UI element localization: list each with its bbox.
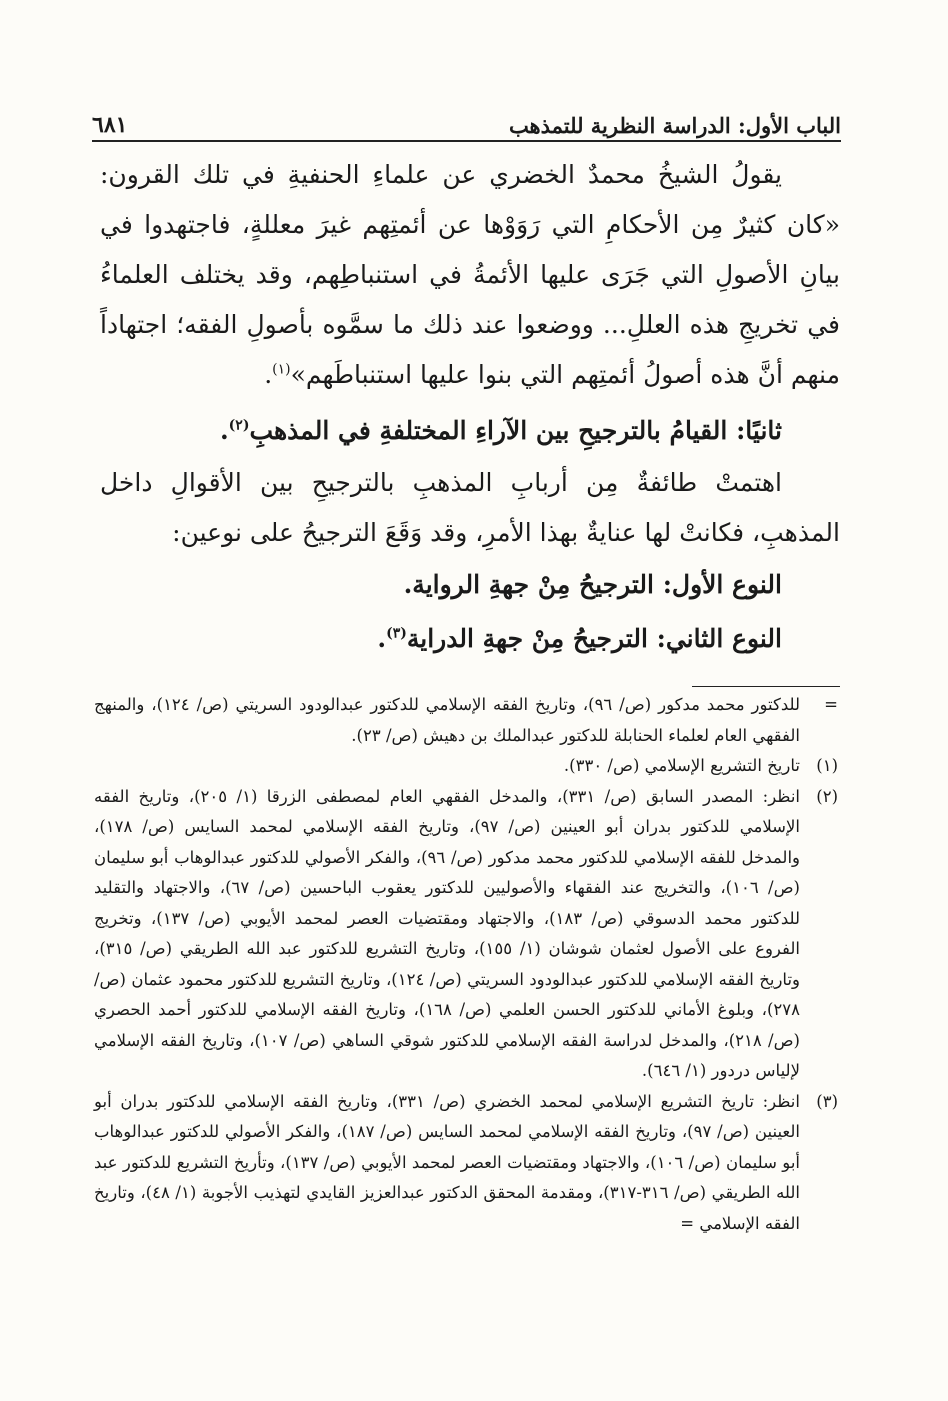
- footnote-text: انظر: تاريخ التشريع الإسلامي لمحمد الخضري (ص/ ٣٣١)، وتاريخ الفقه الإسلامي للدكتور بدران أبو العينين (ص/ ٩٧)، وتاريخ الفقه الإسلامي لمحمد السايس (ص/ ١٨٧)، والفكر الأصولي للدكتور عبدالوهاب أبو سليمان (ص/ ١٠٦)، والاجتهاد ومقتضيات العصر لمحمد الأيوبي (ص/ ١٣٧)، وتأريخ التشريع للدكتور عبد الله الطريقي (ص/ ٣١٦-٣١٧)، ومقدمة المحقق الدكتور عبدالعزيز القايدي لتهذيب الأجوبة (١/ ٤٨)، وتاريخ الفقه الإسلامي =: [94, 1091, 800, 1233]
- paragraph-tarjih: [100, 458, 840, 558]
- subheading-text: النوع الأول: الترجيحُ مِنْ جهةِ الرواية.: [403, 570, 782, 599]
- paragraph-text: يقولُ الشيخُ محمدٌ الخضري عن علماءِ الحنفيةِ في تلك القرون: «كان كثيرٌ مِن الأحكامِ التي رَوَوْها عن أئمتِهم غيرَ معللةٍ، فاجتهدوا في بيانِ الأصولِ التي جَرَى عليها الأئمةُ في استنباطِهم، وقد يختلف العلماءُ في تخريجِ هذه العللِ... ووضعوا عند ذلك ما سمَّوه بأصولِ الفقه؛ اجتهاداً منهم أنَّ هذه أصولُ أئمتِهم التي بنوا عليها استنباطَهم»: [100, 160, 840, 389]
- paragraph-khudari-quote: [100, 150, 840, 400]
- main-text: [100, 150, 840, 666]
- footnote-ref-2[interactable]: (٢): [228, 417, 250, 434]
- paragraph-text: اهتمتْ طائفةٌ مِن أربابِ المذهبِ بالترجيحِ بين الأقوالِ داخل المذهبِ، فكانتْ لها عنايةٌ بهذا الأمرِ، وقد وَقَعَ الترجيحُ على نوعين:: [100, 468, 840, 547]
- footnote-text: تاريخ التشريع الإسلامي (ص/ ٣٣٠).: [563, 756, 800, 775]
- footnote-marker: (٣): [816, 1091, 838, 1111]
- subheading-type-2: [100, 612, 782, 666]
- footnote-1: [94, 751, 838, 782]
- subheading-text: النوع الثاني: الترجيحُ مِنْ جهةِ الدراية: [406, 624, 782, 653]
- footnote-marker: (١): [816, 756, 838, 775]
- section-heading: [100, 406, 782, 456]
- subheading-type-1: [100, 558, 782, 612]
- footnote-text: انظر: المصدر السابق (ص/ ٣٣١)، والمدخل الفقهي العام لمصطفى الزرقا (١/ ٢٠٥)، وتاريخ الفقه الإسلامي للدكتور بدران أبو العينين (ص/ ٩٧)، وتاريخ الفقه الإسلامي لمحمد السايس (ص/ ١٧٨)، والمدخل للفقه الإسلامي للدكتور محمد مدكور (ص/ ٩٦)، والفكر الأصولي للدكتور عبدالوهاب أبو سليمان (ص/ ١٠٦)، والتخريج عند الفقهاء والأصوليين للدكتور يعقوب الباحسين (ص/ ٦٧)، والاجتهاد والتقليد للدكتور محمد الدسوقي (ص/ ١٨٣)، والاجتهاد ومقتضيات العصر لمحمد الأيوبي (ص/ ١٣٧)، وتخريج الفروع على الأصول لعثمان شوشان (١/ ١٥٥)، وتاريخ التشريع للدكتور عبد الله الطريقي (ص/ ٣١٥)، وتاريخ الفقه الإسلامي للدكتور عبدالودود السريتي (ص/ ١٢٤)، وتاريخ التشريع للدكتور محمود عثمان (ص/ ٢٧٨)، وبلوغ الأماني للدكتور الحسن العلمي (ص/ ١٦٨)، وتاريخ الفقه الإسلامي للدكتور أحمد الحصري (ص/ ٢١٨)، والمدخل لدراسة الفقه الإسلامي للدكتور شوقي الساهي (ص/ ١٠٧)، وتاريخ الفقه الإسلامي لإلياس دردور (١/ ٦٤٦).: [94, 786, 801, 1080]
- page-number: ٦٨١: [92, 112, 128, 138]
- footnote-3: [94, 1087, 838, 1240]
- subheading-end: .: [377, 624, 387, 653]
- footnote-ref-3[interactable]: (٣): [386, 625, 407, 642]
- header-title: الباب الأول: الدراسة النظرية للتمذهب: [508, 113, 841, 138]
- footnote-marker: (٢): [816, 786, 838, 806]
- heading-end: .: [219, 416, 229, 445]
- footnote-separator: [692, 686, 840, 687]
- footnote-2: [94, 782, 838, 1087]
- running-header: [92, 98, 841, 138]
- section-heading-text: ثانيًا: القيامُ بالترجيحِ بين الآراءِ المختلفةِ في المذهبِ: [249, 416, 782, 445]
- header-rule: [92, 140, 841, 142]
- footnotes: [94, 690, 838, 1239]
- footnote-ref-1[interactable]: (١): [272, 361, 291, 378]
- footnote-text: للدكتور محمد مدكور (ص/ ٩٦)، وتاريخ الفقه الإسلامي للدكتور عبدالودود السريتي (ص/ ١٢٤)، والمنهج الفقهي العام لعلماء الحنابلة للدكتور عبدالملك بن دهيش (ص/ ٢٣).: [94, 695, 800, 745]
- footnote-marker: =: [824, 695, 838, 714]
- footnote-continued: [94, 690, 838, 751]
- paragraph-end: .: [264, 360, 273, 389]
